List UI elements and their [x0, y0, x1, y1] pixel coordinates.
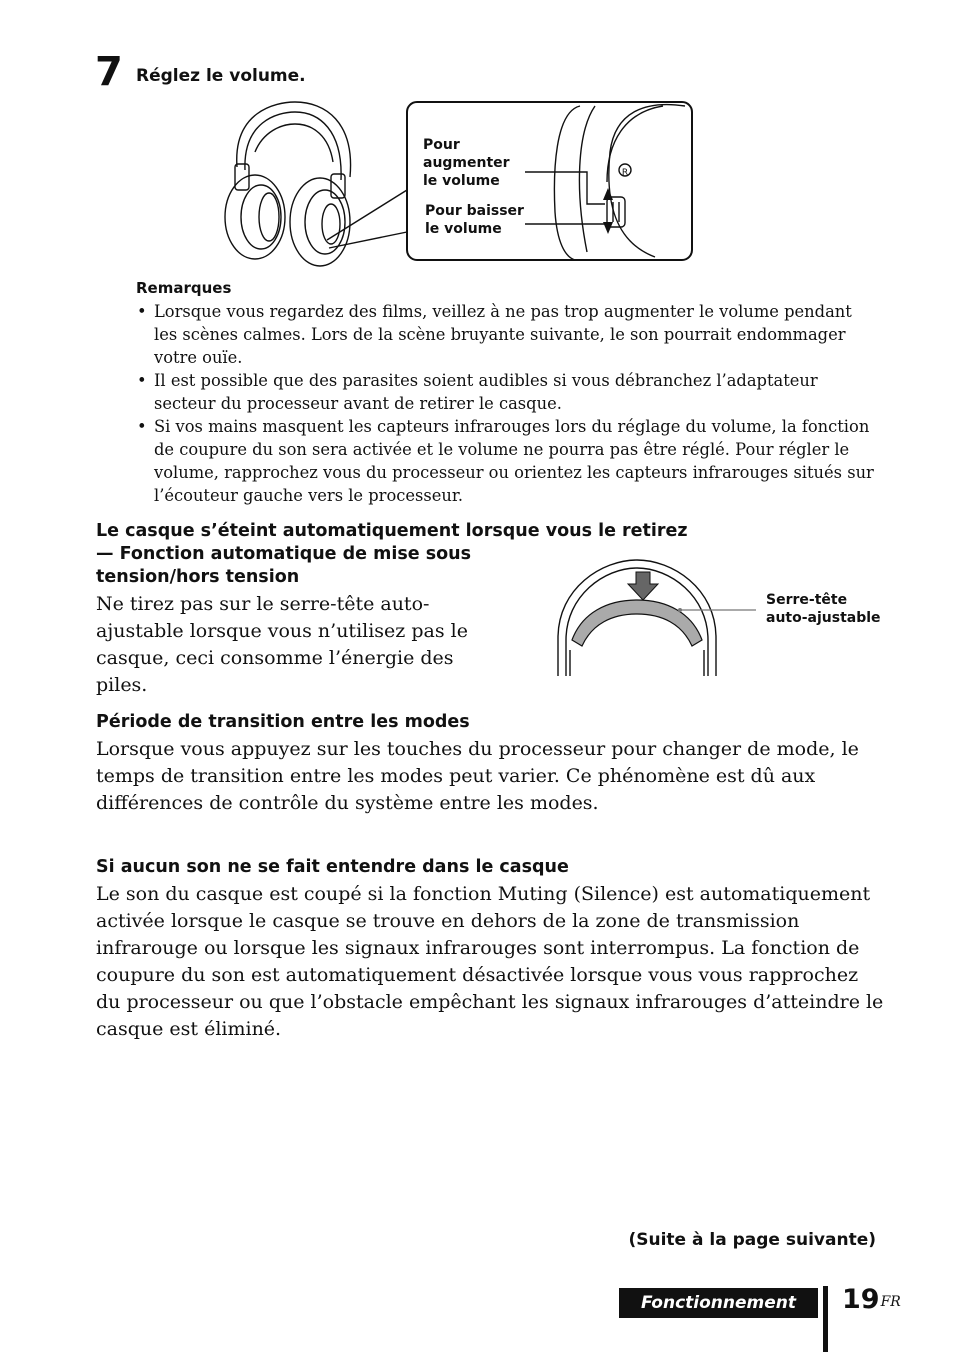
callout-volume-down: Pour baisser le volume: [425, 203, 524, 237]
section-auto-heading-line3: tension/hors tension: [96, 567, 300, 587]
headband-figure: [552, 558, 887, 680]
notes-list: [136, 300, 878, 507]
page-number: [842, 1282, 901, 1318]
callout-volume-up: Pour augmenter le volume: [423, 137, 510, 189]
section-nosound-body: Le son du casque est coupé si la fonction Muting (Silence) est automatiquement activée lorsque le casque se trouve en dehors de la zone de transmission infrarouge ou lorsque les signaux infrarouges sont interrompus. La fonction de coupure du son est automatiquement désactivée lorsque vous vous rapprochez du processeur ou que l’obstacle empêchant les signaux infrarouges d’atteindre le casque est éliminé.: [96, 883, 884, 1040]
registered-mark: R: [621, 168, 629, 178]
notes-heading: Remarques: [136, 279, 232, 297]
step-title: Réglez le volume.: [136, 66, 306, 86]
note-item: • Si vos mains masquent les capteurs infrarouges lors du réglage du volume, la fonction de coupure du son sera activée et le volume ne pourra pas être réglé. Pour régler le volume, rapprochez vous du processeur ou orientez les capteurs infrarouges situés sur l’écouteur gauche vers le processeur.: [136, 415, 878, 507]
headband-label: Serre-tête auto-ajustable: [766, 592, 881, 626]
headphones-volume-figure: [215, 92, 695, 267]
section-transition-body: Lorsque vous appuyez sur les touches du processeur pour changer de mode, le temps de transition entre les modes peut varier. Ce phénomène est dû aux différences de contrôle du système entre les modes.: [96, 738, 859, 814]
page-suffix: FR: [880, 1294, 901, 1310]
section-transition-heading: Période de transition entre les modes: [96, 712, 470, 732]
step-number: 7: [95, 49, 123, 95]
page-divider: [823, 1286, 828, 1352]
note-item: • Lorsque vous regardez des films, veillez à ne pas trop augmenter le volume pendant les scènes calmes. Lors de la scène bruyante suivante, le son pourrait endommager votre ouïe.: [136, 300, 878, 369]
continued-note: (Suite à la page suivante): [628, 1230, 876, 1250]
note-item: • Il est possible que des parasites soient audibles si vous débranchez l’adaptateur secteur du processeur avant de retirer le casque.: [136, 369, 878, 415]
section-auto-heading-line2: — Fonction automatique de mise sous: [96, 544, 472, 564]
section-auto-heading-line1: Le casque s’éteint automatiquement lorsque vous le retirez: [96, 521, 688, 541]
page-number-value: 19: [842, 1284, 880, 1315]
section-tab: Fonctionnement: [619, 1288, 818, 1318]
section-nosound-heading: Si aucun son ne se fait entendre dans le casque: [96, 857, 569, 877]
section-auto-body: Ne tirez pas sur le serre-tête auto-ajustable lorsque vous n’utilisez pas le casque, ceci consomme l’énergie des piles.: [96, 593, 468, 696]
